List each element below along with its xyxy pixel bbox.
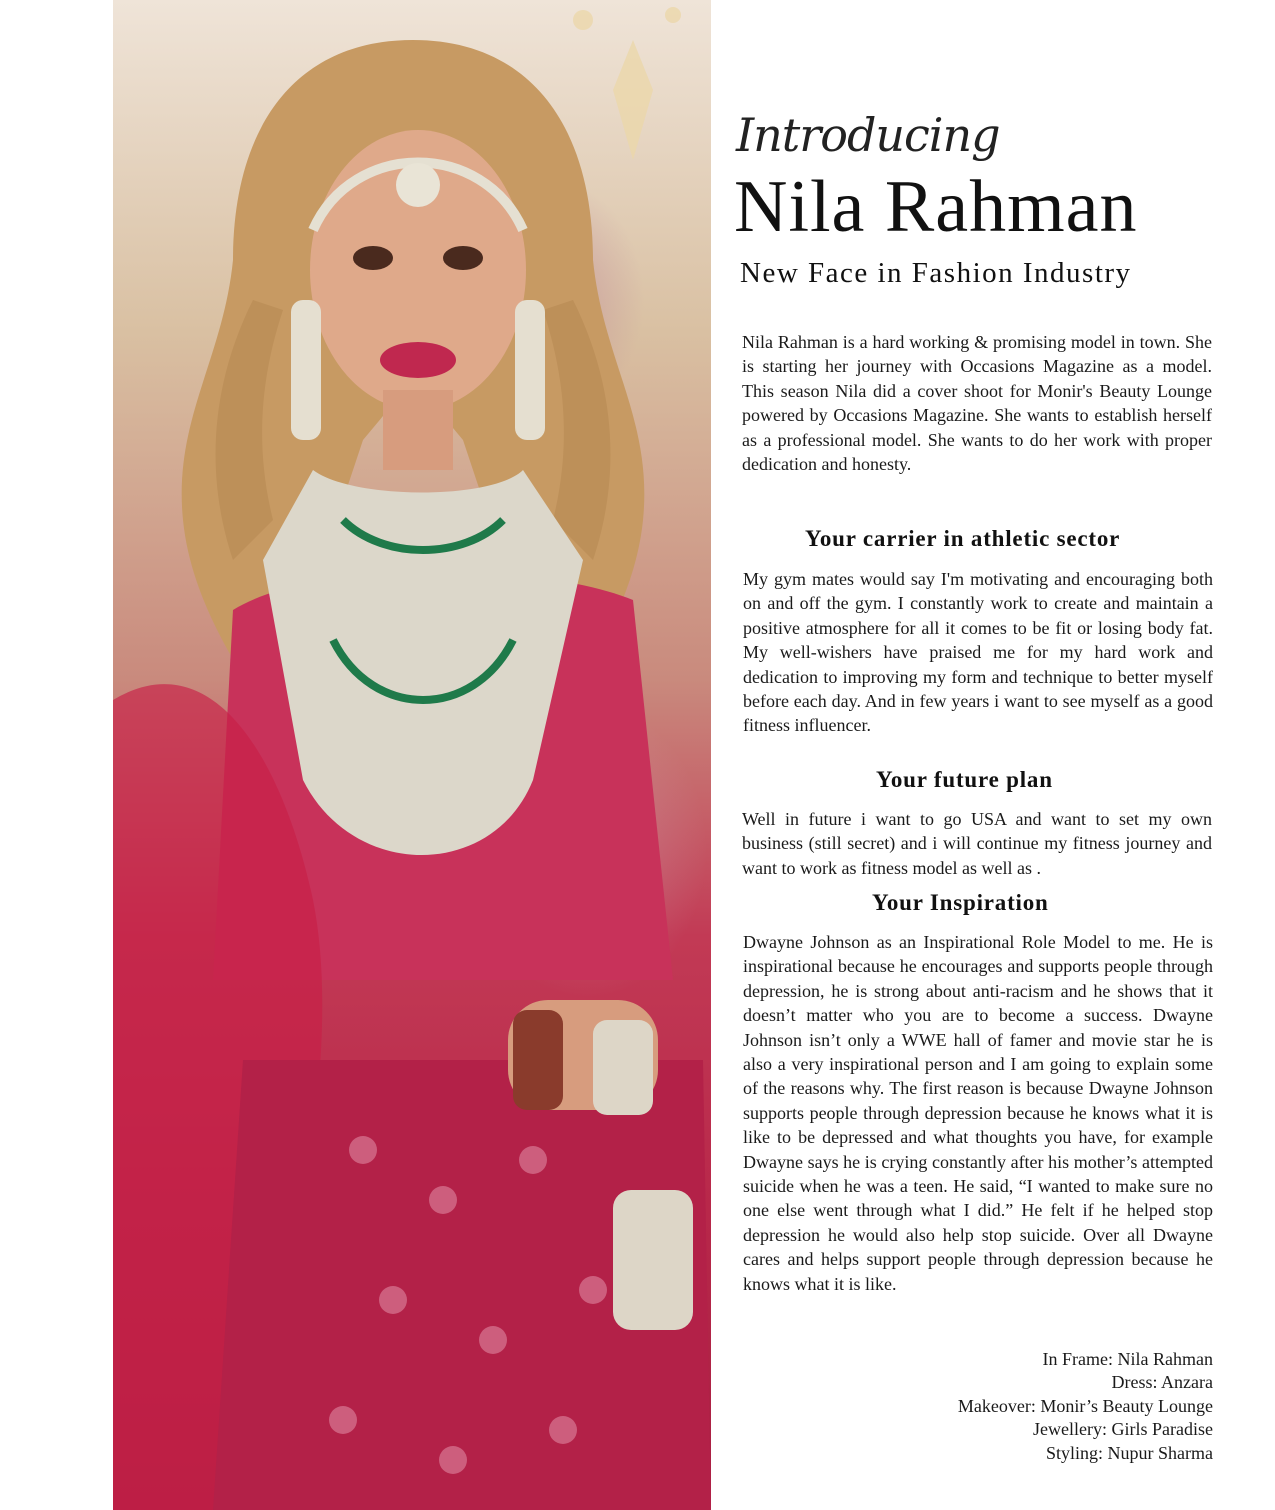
section-body-future-plan: Well in future i want to go USA and want to set my own business (still secret) and i will continue my fitness journey and want to work as fitness model as well as . <box>742 809 1212 878</box>
section-body-career: My gym mates would say I'm motivating and encouraging both on and off the gym. I constantly work to create and maintain a positive atmosphere for all it comes to be fit or losing body fat. My well-wishers have praised me for my hard work and dedication to improving my form and technique to better myself before each day. And in few years i want to see myself as a good fitness influencer. <box>743 569 1213 736</box>
section-heading-career: Your carrier in athletic sector <box>805 526 1121 551</box>
section-heading-future-plan: Your future plan <box>876 767 1053 792</box>
section-body-inspiration: Dwayne Johnson as an Inspirational Role Model to me. He is inspirational because he encourages and supports people through depression, he is strong about anti-racism and he shows that it doesn’t matter who you are to become a success. Dwayne Johnson isn’t only a WWE hall of famer and movie star he is also a very inspirational person and I am going to explain some of the reasons why. The first reason is because Dwayne Johnson supports people through depression because he knows what it is like to be depressed and what thoughts you have, for example Dwayne says he is crying constantly after his mother’s attempted suicide when he was a teen. He said, “I wanted to make sure no one else went through what I did.” He felt if he helped stop depression he would also help stop suicide. Over all Dwayne cares and helps support people through depression because he knows what it is like. <box>743 932 1213 1294</box>
intro-paragraph: Nila Rahman is a hard working & promising model in town. She is starting her journey with Occasions Magazine as a model. This season Nila did a cover shoot for Monir's Beauty Lounge powered by Occasions Magazine. She wants to establish herself as a professional model. She wants to do her work with proper dedication and honesty. <box>742 332 1212 475</box>
credit-styling: Styling: Nupur Sharma <box>1046 1442 1213 1463</box>
page-subtitle: New Face in Fashion Industry <box>740 257 1132 289</box>
photo-credits <box>958 1348 1213 1465</box>
credit-jewellery: Jewellery: Girls Paradise <box>1033 1419 1213 1440</box>
intro-script: Introducing <box>736 108 1000 162</box>
model-photo <box>113 0 711 1510</box>
section-heading-inspiration: Your Inspiration <box>872 890 1049 915</box>
credit-makeover: Makeover: Monir’s Beauty Lounge <box>957 1395 1213 1416</box>
page-title: Nila Rahman <box>734 166 1138 248</box>
credit-in-frame: In Frame: Nila Rahman <box>1042 1349 1213 1369</box>
credit-dress: Dress: Anzara <box>1111 1372 1213 1393</box>
model-illustration <box>113 0 711 1510</box>
chandelier-decoration <box>573 7 681 160</box>
